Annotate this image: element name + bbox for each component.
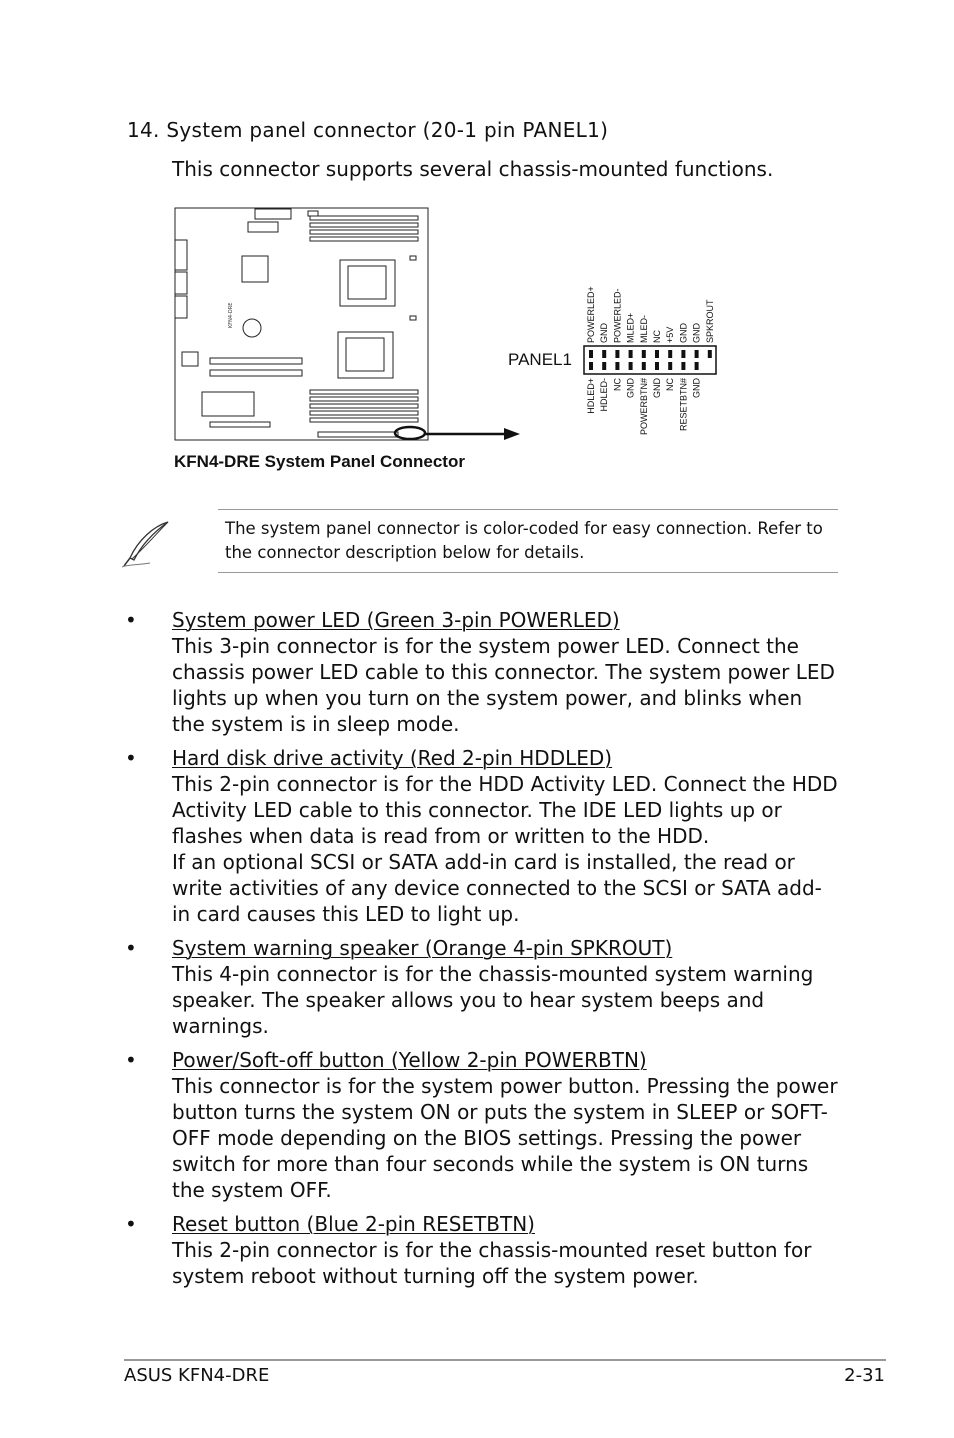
bullet-heading: System warning speaker (Orange 4-pin SPKROUT)	[172, 936, 673, 960]
bullet-body: This 4-pin connector is for the chassis-mounted system warning speaker. The speaker allows you to hear system beeps and warnings.	[172, 962, 814, 1038]
motherboard-outline	[175, 208, 428, 440]
section-title: 14. System panel connector (20-1 pin PANEL1)	[127, 118, 609, 142]
pin-label-bottom: HDLED-	[599, 378, 610, 412]
bullet-dot: •	[125, 746, 137, 770]
pin-top	[602, 350, 606, 358]
connector-descriptions	[120, 607, 840, 1297]
pin-bottom	[615, 362, 619, 370]
pin-bottom	[655, 362, 659, 370]
panel1-header	[584, 346, 716, 374]
bullet-body: This connector is for the system power button. Pressing the power button turns the system ON or puts the system in SLEEP or SOFT-OFF mode depending on the BIOS settings. Pressing the power switch for more than four seconds while the system is ON turns the system OFF.	[172, 1074, 838, 1202]
bullet-heading: System power LED (Green 3-pin POWERLED)	[172, 608, 620, 632]
pin-label-bottom: RESETBTN#	[678, 378, 689, 432]
pin-label-top: MLED-	[638, 314, 649, 343]
bullet-body: This 3-pin connector is for the system power LED. Connect the chassis power LED cable to this connector. The system power LED lights up when you turn on the system power, and blinks when the system is in sleep mode.	[172, 634, 835, 736]
bullet-body: This 2-pin connector is for the HDD Activity LED. Connect the HDD Activity LED cable to this connector. The IDE LED lights up or flashes when data is read from or written to the HDD.	[172, 772, 838, 848]
pin-bottom	[695, 362, 699, 370]
section-intro: This connector supports several chassis-mounted functions.	[172, 157, 774, 181]
bullet-hddled	[120, 745, 840, 927]
figure-caption: KFN4-DRE System Panel Connector	[174, 452, 465, 471]
pin-label-top: GND	[678, 323, 689, 343]
pin-label-bottom: NC	[665, 378, 676, 391]
bullet-dot: •	[125, 936, 137, 960]
arrow-head	[504, 428, 520, 440]
pin-top	[655, 350, 659, 358]
pin-top	[642, 350, 646, 358]
pin-label-top: GND	[599, 323, 610, 343]
pin-label-bottom: GND	[652, 378, 662, 398]
pin-bottom	[589, 362, 593, 370]
pin-label-bottom: POWERBTN#	[638, 378, 649, 436]
pin-top	[615, 350, 619, 358]
board-model-mark: KFN4-DRE	[228, 302, 234, 328]
bullet-dot: •	[125, 608, 137, 632]
pin-top	[695, 350, 699, 358]
footer-rule	[124, 1359, 886, 1361]
pin-label-top: +5V	[665, 326, 676, 343]
panel1-location-marker	[395, 427, 425, 439]
bullet-dot: •	[125, 1048, 137, 1072]
bullet-dot: •	[125, 1212, 137, 1236]
bullet-heading: Hard disk drive activity (Red 2-pin HDDLED)	[172, 746, 613, 770]
pin-label-top: POWERLED-	[612, 288, 623, 343]
pin-label-top: MLED+	[625, 312, 636, 343]
bullet-heading: Reset button (Blue 2-pin RESETBTN)	[172, 1212, 535, 1236]
bullet-powerbtn	[120, 1047, 840, 1203]
pin-bottom	[629, 362, 633, 370]
pin-top	[708, 350, 712, 358]
feather-pen-icon	[120, 518, 172, 570]
pin-label-top: SPKROUT	[704, 299, 715, 343]
panel1-label: PANEL1	[508, 350, 572, 369]
bullet-resetbtn	[120, 1211, 840, 1289]
pin-top	[589, 350, 593, 358]
bullet-powerled	[120, 607, 840, 737]
pin-top	[668, 350, 672, 358]
pin-label-bottom: GND	[625, 378, 636, 398]
note-text: The system panel connector is color-coded for easy connection. Refer to the connector description below for details.	[225, 519, 823, 562]
bullet-heading: Power/Soft-off button (Yellow 2-pin POWERBTN)	[172, 1048, 647, 1072]
panel-connector-figure	[170, 200, 730, 450]
pin-label-bottom: GND	[691, 378, 702, 398]
pin-bottom	[602, 362, 606, 370]
bullet-body: This 2-pin connector is for the chassis-mounted reset button for system reboot without turning off the system power.	[172, 1238, 812, 1288]
footer-manual-title: ASUS KFN4-DRE	[124, 1365, 270, 1386]
pin-label-bottom: NC	[612, 378, 623, 391]
bullet-body: If an optional SCSI or SATA add-in card is installed, the read or write activities of any device connected to the SCSI or SATA add-in card causes this LED to light up.	[172, 850, 822, 926]
pin-label-top: POWERLED+	[586, 286, 596, 343]
pin-top	[681, 350, 685, 358]
pin-label-bottom: HDLED+	[586, 378, 596, 414]
footer-page-number: 2-31	[844, 1365, 885, 1386]
pin-label-top: NC	[652, 330, 662, 343]
pin-label-top: GND	[691, 323, 702, 343]
bullet-spkrout	[120, 935, 840, 1039]
pin-bottom	[668, 362, 672, 370]
pin-bottom	[642, 362, 646, 370]
pin-top	[629, 350, 633, 358]
pin-bottom	[681, 362, 685, 370]
